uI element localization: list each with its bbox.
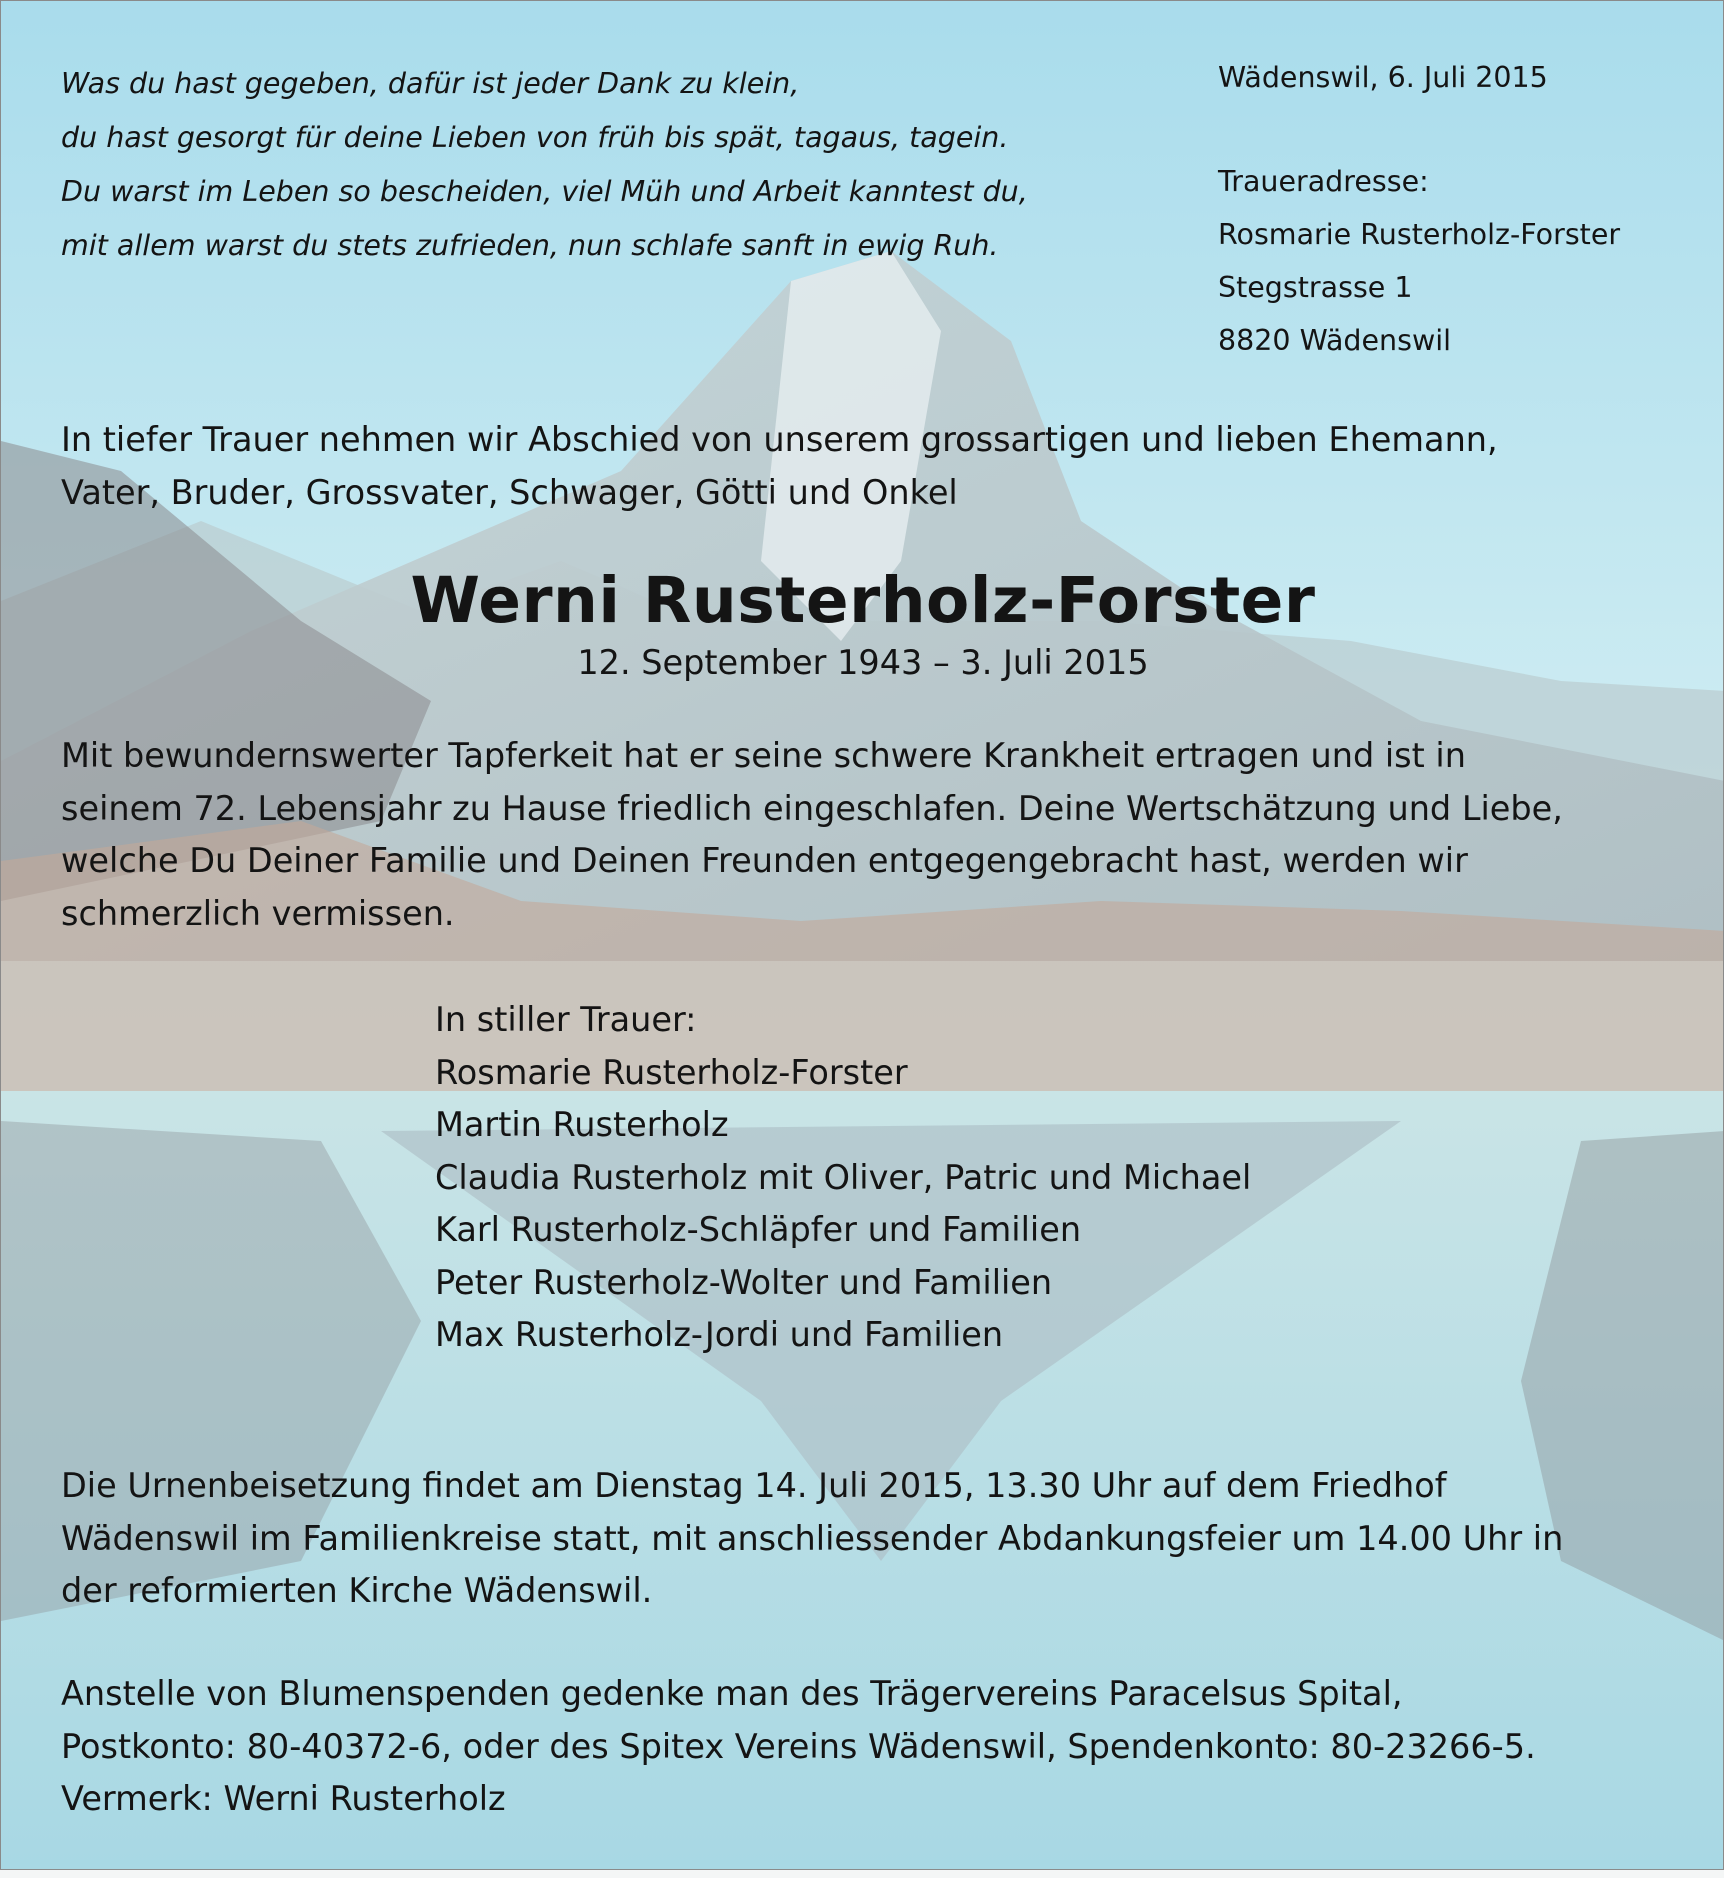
tribute-line: welche Du Deiner Familie und Deinen Freunden entgegengebracht hast, werden wir xyxy=(61,841,1468,880)
mourning-address xyxy=(1218,155,1620,367)
mourning-address-line: Rosmarie Rusterholz-Forster xyxy=(1218,218,1621,251)
donations-line: Postkonto: 80-40372-6, oder des Spitex Vereins Wädenswil, Spendenkonto: 80-23266-5. xyxy=(61,1726,1536,1766)
deceased-name: Werni Rusterholz-Forster xyxy=(410,564,1316,637)
donations-line: Anstelle von Blumenspenden gedenke man des Trägervereins Paracelsus Spital, xyxy=(61,1674,1403,1713)
family-member: Claudia Rusterholz mit Oliver, Patric und Michael xyxy=(435,1157,1252,1197)
intro-line: In tiefer Trauer nehmen wir Abschied von unserem grossartigen und lieben Ehemann, xyxy=(61,420,1498,459)
funeral-line: der reformierten Kirche Wädenswil. xyxy=(61,1571,653,1610)
poem xyxy=(61,57,1028,273)
tribute-line: schmerzlich vermissen. xyxy=(61,893,455,933)
family-member: Rosmarie Rusterholz-Forster xyxy=(435,1052,908,1092)
intro-paragraph xyxy=(61,414,1498,519)
tribute-line: seinem 72. Lebensjahr zu Hause friedlich eingeschlafen. Deine Wertschätzung und Liebe, xyxy=(61,788,1563,828)
poem-line: Was du hast gegeben, dafür ist jeder Dank zu klein, xyxy=(61,67,800,100)
funeral-paragraph xyxy=(61,1460,1563,1618)
family-member: Karl Rusterholz-Schläpfer und Familien xyxy=(435,1210,1082,1249)
life-dates: 12. September 1943 – 3. Juli 2015 xyxy=(577,643,1149,682)
family-list xyxy=(435,994,1251,1362)
family-member: Peter Rusterholz-Wolter und Familien xyxy=(435,1262,1053,1302)
funeral-line: Wädenswil im Familienkreise statt, mit anschliessender Abdankungsfeier um 14.00 Uhr in xyxy=(61,1518,1564,1558)
family-member: Max Rusterholz-Jordi und Familien xyxy=(435,1315,1004,1354)
family-member: Martin Rusterholz xyxy=(435,1105,729,1144)
poem-line: mit allem warst du stets zufrieden, nun schlafe sanft in ewig Ruh. xyxy=(61,229,999,262)
poem-line: Du warst im Leben so bescheiden, viel Müh und Arbeit kanntest du, xyxy=(61,175,1028,208)
donations-line: Vermerk: Werni Rusterholz xyxy=(61,1779,506,1818)
funeral-line: Die Urnenbeisetzung findet am Dienstag 14. Juli 2015, 13.30 Uhr auf dem Friedhof xyxy=(61,1466,1447,1505)
donations-paragraph xyxy=(61,1668,1536,1826)
mourning-address-line: 8820 Wädenswil xyxy=(1218,324,1452,357)
tribute-paragraph xyxy=(61,730,1563,940)
intro-line: Vater, Bruder, Grossvater, Schwager, Götti und Onkel xyxy=(61,472,958,512)
tribute-line: Mit bewundernswerter Tapferkeit hat er seine schwere Krankheit ertragen und ist in xyxy=(61,736,1466,775)
mourning-address-label: Traueradresse: xyxy=(1218,165,1429,198)
mourning-address-line: Stegstrasse 1 xyxy=(1218,271,1413,304)
family-label: In stiller Trauer: xyxy=(435,1000,697,1039)
poem-line: du hast gesorgt für deine Lieben von früh bis spät, tagaus, tagein. xyxy=(61,121,1009,154)
place-date: Wädenswil, 6. Juli 2015 xyxy=(1218,61,1548,94)
